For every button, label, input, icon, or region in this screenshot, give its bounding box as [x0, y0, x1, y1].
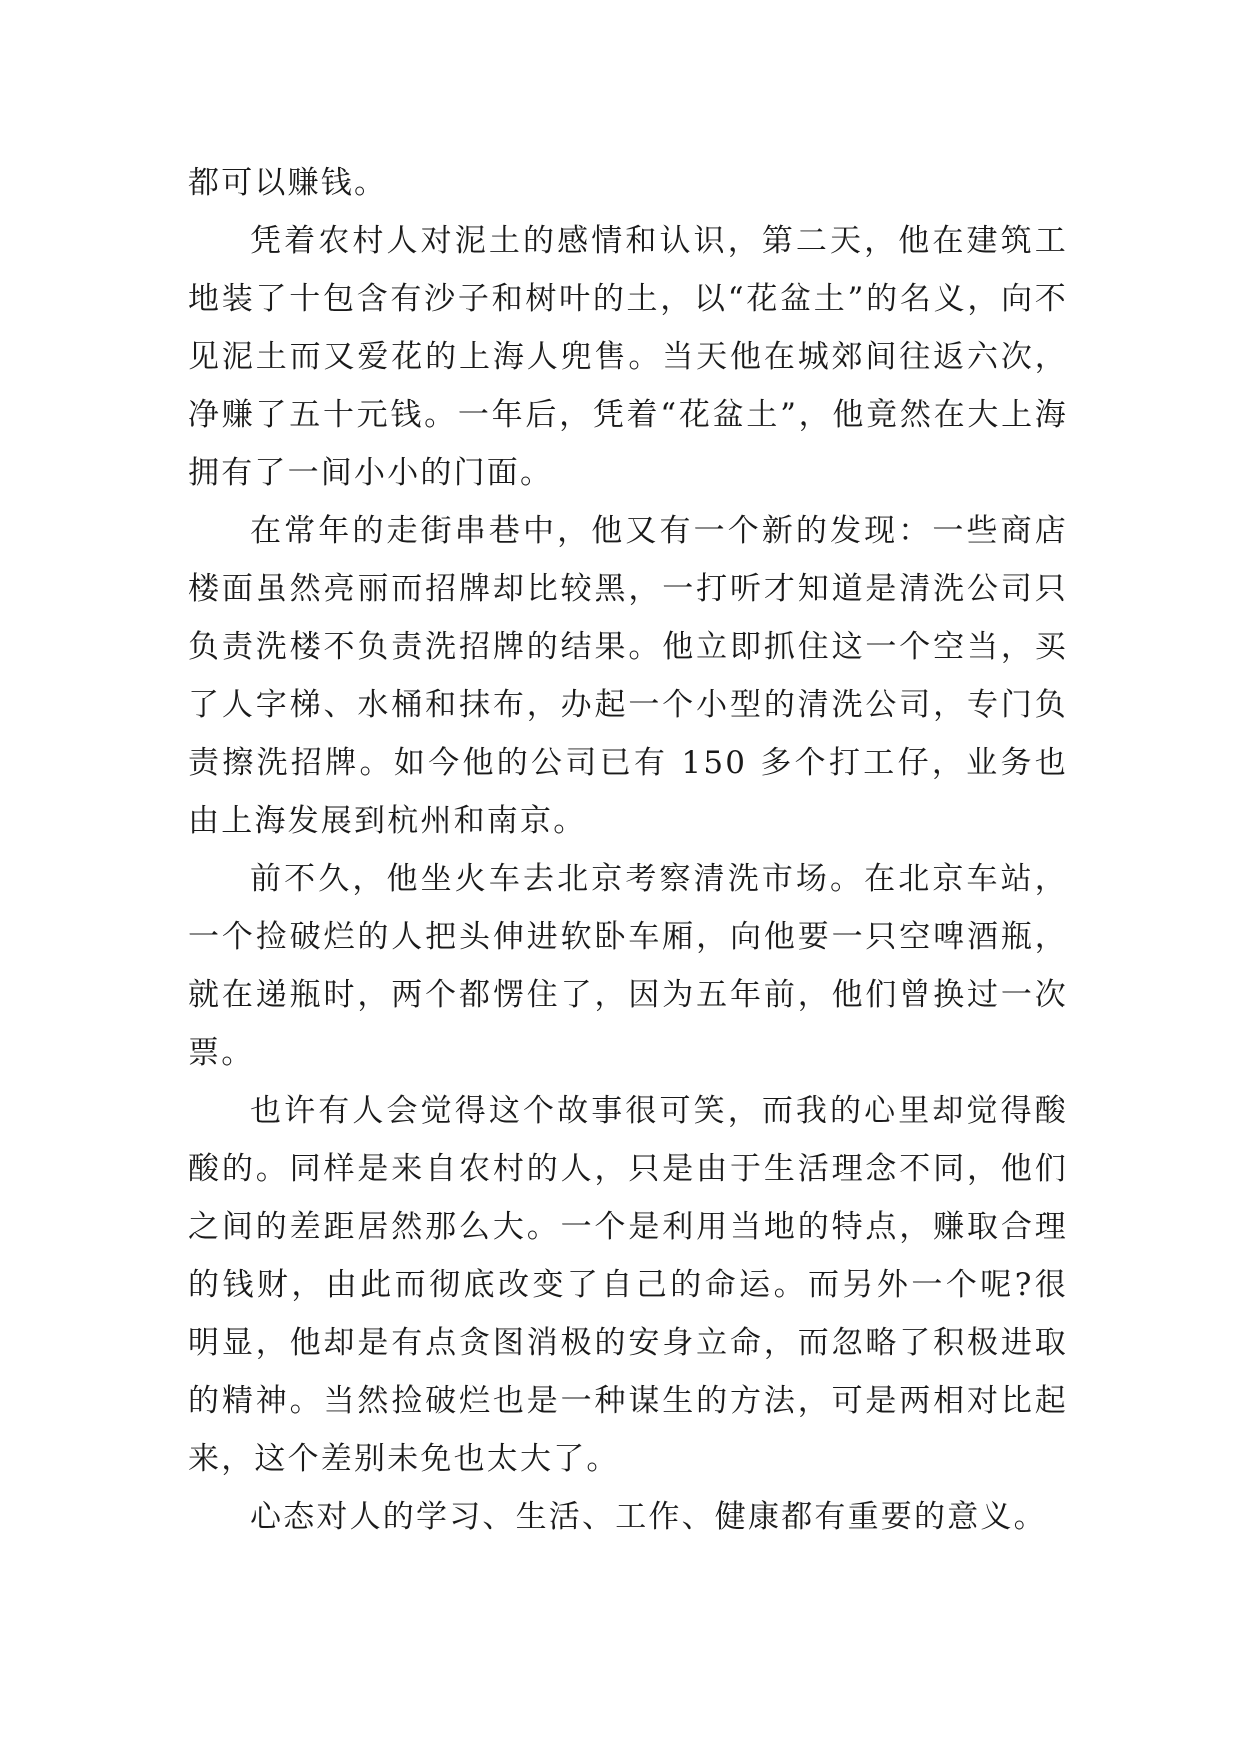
paragraph-3: 在常年的走街串巷中，他又有一个新的发现：一些商店楼面虽然亮丽而招牌却比较黑，一打听才知道是清洗公司只负责洗楼不负责洗招牌的结果。他立即抓住这一个空当，买了人字梯、水桶和抹布，办起一个小型的清洗公司，专门负责擦洗招牌。如今他的公司已有 150 多个打工仔，业务也由上海发展到杭州和南京。 [188, 513, 1068, 839]
paragraph-1: 都可以赚钱。 [188, 165, 388, 201]
paragraph-2: 凭着农村人对泥土的感情和认识，第二天，他在建筑工地装了十包含有沙子和树叶的土，以“花盆土”的名义，向不见泥土而又爱花的上海人兜售。当天他在城郊间往返六次，净赚了五十元钱。一年后，凭着“花盆土”，他竟然在大上海拥有了一间小小的门面。 [188, 223, 1068, 491]
paragraph-5: 也许有人会觉得这个故事很可笑，而我的心里却觉得酸酸的。同样是来自农村的人，只是由于生活理念不同，他们之间的差距居然那么大。一个是利用当地的特点，赚取合理的钱财，由此而彻底改变了自己的命运。而另外一个呢?很明显，他却是有点贪图消极的安身立命，而忽略了积极进取的精神。当然捡破烂也是一种谋生的方法，可是两相对比起来，这个差别未免也太大了。 [188, 1093, 1068, 1477]
paragraph-6: 心态对人的学习、生活、工作、健康都有重要的意义。 [250, 1499, 1047, 1535]
paragraph-4: 前不久，他坐火车去北京考察清洗市场。在北京车站，一个捡破烂的人把头伸进软卧车厢，向他要一只空啤酒瓶，就在递瓶时，两个都愣住了，因为五年前，他们曾换过一次票。 [188, 861, 1068, 1071]
article-body [188, 154, 1068, 1546]
